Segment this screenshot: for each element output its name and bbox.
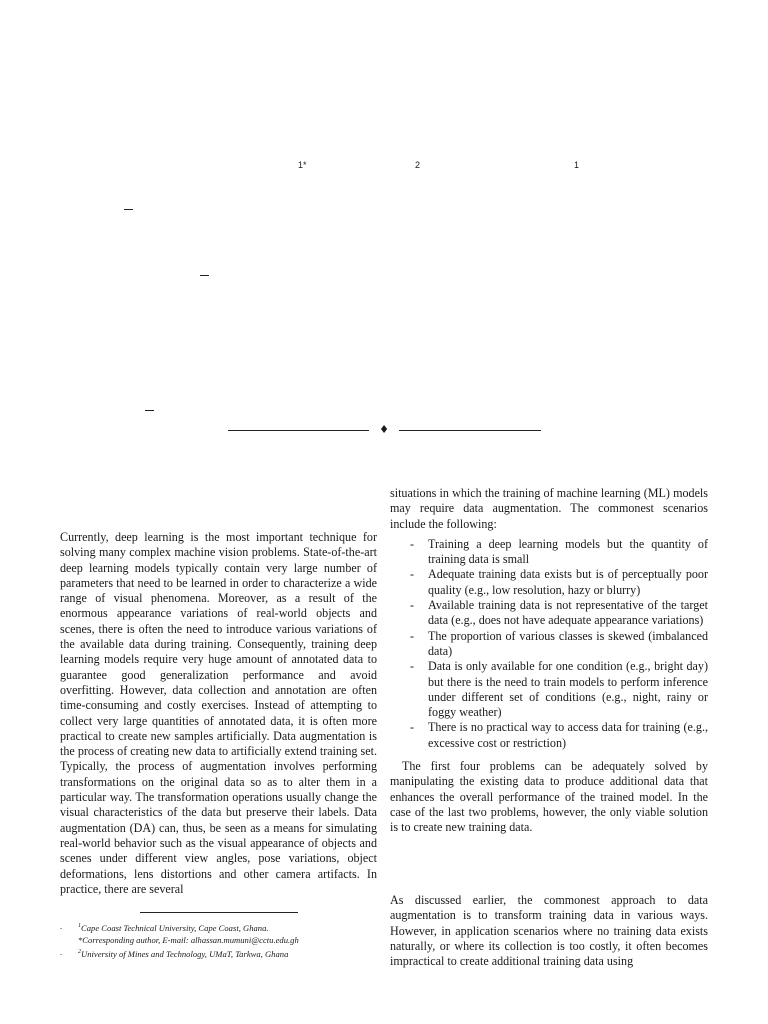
list-item-text: Adequate training data exists but is of perceptually poor quality (e.g., low resolution, hazy or blurry) — [428, 567, 708, 597]
list-item-text: Data is only available for one condition (e.g., bright day) but there is the need to train models to perform inference under different set of conditions (e.g., night, rainy or foggy weather) — [428, 659, 708, 720]
bullet-dash-icon: - — [410, 598, 415, 613]
footnote-bullet: . — [60, 946, 63, 957]
diamond-ornament-icon: ♦ — [379, 423, 389, 436]
footnote-item — [60, 934, 380, 946]
list-item-text: There is no practical way to access data for training (e.g., excessive cost or restriction) — [428, 720, 708, 750]
list-item — [390, 720, 708, 751]
right-column-continued — [390, 893, 708, 969]
list-item-text: Training a deep learning models but the quantity of training data is small — [428, 536, 708, 567]
dash-mark — [145, 410, 154, 411]
footnote-text: Cape Coast Technical University, Cape Coast, Ghana. — [81, 922, 269, 933]
problems-paragraph: The first four problems can be adequately solved by manipulating the existing data to produce additional data that enhances the overall performance of the trained model. In the case of the last two problems, however, the only viable solution is to create new training data. — [390, 759, 708, 835]
dash-mark — [200, 275, 209, 276]
footnote-item — [60, 920, 380, 934]
footnote-text: University of Mines and Technology, UMaT, Tarkwa, Ghana — [81, 948, 289, 959]
bullet-dash-icon: - — [410, 567, 415, 582]
footnote-text: *Corresponding author, E-mail: alhassan.mumuni@cctu.edu.gh — [78, 934, 299, 945]
list-item — [390, 629, 708, 660]
scenarios-intro: situations in which the training of machine learning (ML) models may require data augmentation. The commonest scenarios include the following: — [390, 486, 708, 531]
list-item — [390, 659, 708, 720]
bullet-dash-icon: - — [410, 536, 415, 551]
bullet-dash-icon: - — [410, 720, 415, 735]
affiliation-mark: 2 — [415, 160, 421, 170]
footnote-marker: 2 — [78, 948, 81, 955]
footnote-item — [60, 946, 380, 960]
footnote-bullet: . — [60, 921, 63, 931]
augmentation-paragraph: As discussed earlier, the commonest approach to data augmentation is to transform training data in various ways. However, in application scenarios where no training data exists naturally, or where its collection is too costly, it often becomes impractical to create additional training data using — [390, 893, 708, 969]
scenario-list — [390, 537, 708, 751]
divider-rule-right — [399, 430, 541, 431]
bullet-dash-icon: - — [410, 628, 415, 643]
bullet-dash-icon: - — [410, 659, 415, 674]
list-item-text: The proportion of various classes is skewed (imbalanced data) — [428, 628, 708, 658]
left-column — [60, 530, 377, 897]
right-column — [390, 486, 708, 836]
intro-paragraph: Currently, deep learning is the most important technique for solving many complex machine vision problems. State-of-the-art deep learning models typically contain very large number of parameters that need to be learned in order to characterize a wide range of visual phenomena. Moreover, as a result of the enormous appearance variations of real-world objects and scenes, there is often the need to introduce various variations of the available data during training. Consequently, training deep learning models require very huge amount of annotated data to guarantee good generalization performance and avoid overfitting. However, data collection and annotation are often time-consuming and costly exercises. Instead of attempting to collect very large quantities of annotated data, it is often more practical to create new samples artificially. Data augmentation is the process of creating new data to artificially extend training set. Typically, the process of augmentation involves performing transformations on the original data so as to alter them in a particular way. The transformation operations usually change the visual characteristics of the data but preserve their labels. Data augmentation (DA) can, thus, be seen as a means for simulating real-world behavior such as the visual appearance of objects and scenes under different view angles, pose variations, object deformations, lens distortions and other camera artifacts. In practice, there are several — [60, 530, 377, 896]
footnotes — [60, 920, 380, 960]
dash-mark — [124, 209, 133, 210]
affiliation-mark: 1* — [298, 160, 307, 170]
divider-rule-left — [228, 430, 369, 431]
footnote-marker: 1 — [78, 923, 81, 929]
list-item — [390, 598, 708, 629]
list-item — [390, 537, 708, 568]
footnote-rule — [140, 912, 298, 913]
list-item-text: Available training data is not representative of the target data (e.g., does not have adequate appearance variations) — [428, 598, 708, 628]
list-item — [390, 567, 708, 598]
author-affiliation-marks — [0, 160, 768, 174]
affiliation-mark: 1 — [574, 160, 580, 170]
